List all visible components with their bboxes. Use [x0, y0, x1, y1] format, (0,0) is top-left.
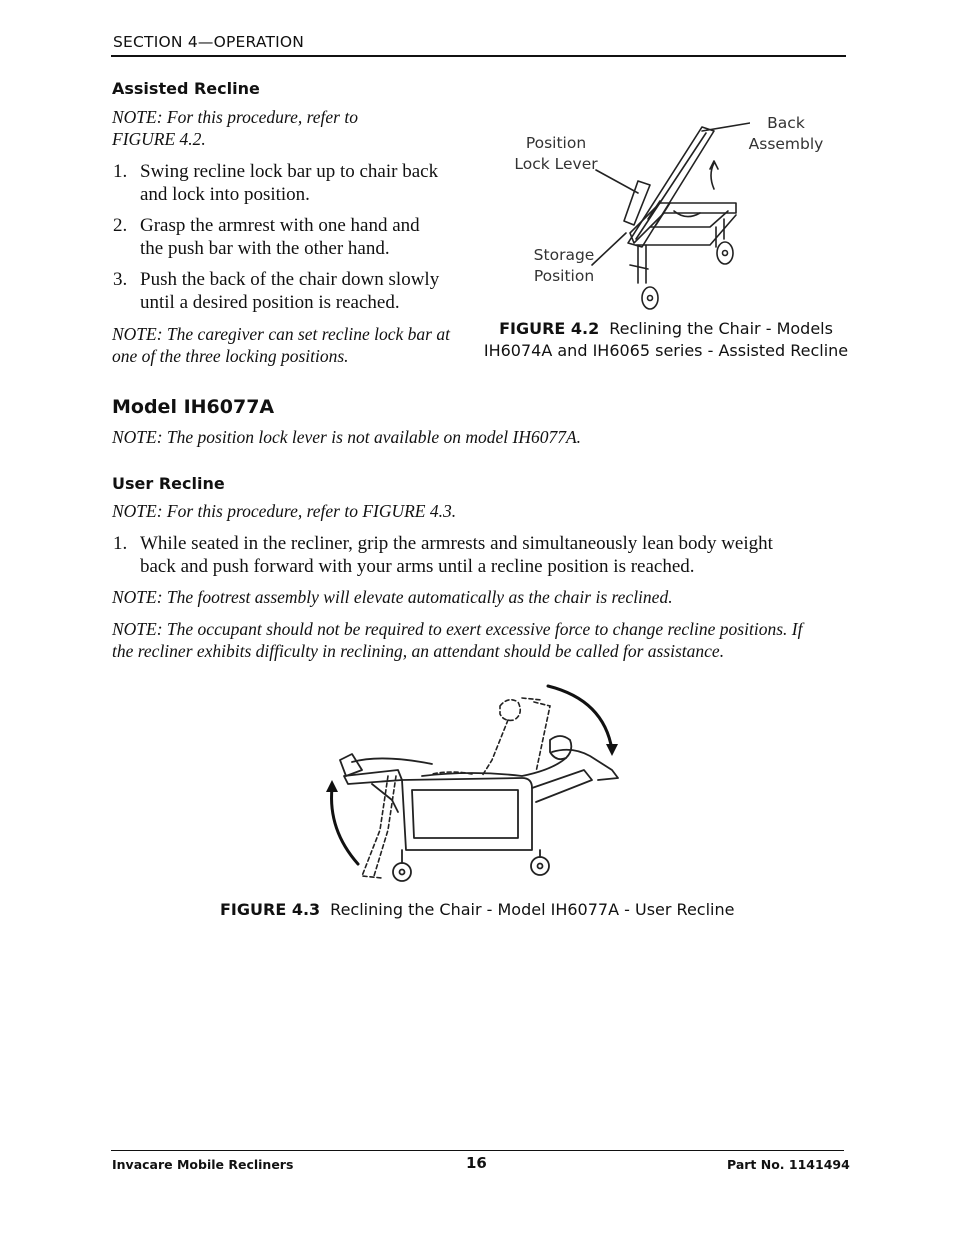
- head: [550, 736, 571, 759]
- headrest: [552, 750, 618, 780]
- note-caregiver-line1: NOTE: The caregiver can set recline lock bar at: [112, 324, 450, 344]
- note-occupant-line2: the recliner exhibits difficulty in reclining, an attendant should be called for assistance.: [112, 641, 725, 661]
- chair-base: [402, 778, 532, 850]
- upright-position-outline: [362, 698, 550, 878]
- label-back-assembly: [743, 113, 829, 155]
- arrow-head: [606, 744, 618, 756]
- header-rule: [111, 55, 846, 57]
- list-item: [113, 160, 473, 206]
- footrest: [344, 770, 402, 784]
- footer-right: Part No. 1141494: [727, 1157, 850, 1172]
- section-header: SECTION 4—OPERATION: [113, 33, 305, 51]
- caption-text: Reclining the Chair - Models: [609, 319, 833, 338]
- note-occupant-line1: NOTE: The occupant should not be required to exert excessive force to change recline positions. If: [112, 619, 803, 639]
- caption-text: Reclining the Chair - Model IH6077A - User Recline: [330, 900, 735, 919]
- list-item: [113, 268, 473, 314]
- reclined-back: [532, 770, 592, 802]
- figure-4-2-caption-line1: [480, 318, 852, 340]
- list-item: [113, 214, 473, 260]
- label-line: Lock Lever: [514, 155, 598, 173]
- label-line: Position: [525, 134, 587, 152]
- step-number: 1.: [113, 161, 128, 182]
- torso: [422, 758, 566, 776]
- step-number: 2.: [113, 215, 128, 236]
- note-position-lock-unavailable: NOTE: The position lock lever is not available on model IH6077A.: [112, 427, 582, 447]
- step-text-line2: and lock into position.: [140, 184, 310, 205]
- step-text-line2: the push bar with the other hand.: [140, 238, 390, 259]
- caster-wheel: [531, 857, 549, 875]
- leader-line: [592, 233, 626, 265]
- note-refer-figure-4-2-line2: FIGURE 4.2.: [112, 129, 206, 149]
- note-caregiver-line2: one of the three locking positions.: [112, 346, 349, 366]
- caster-wheel: [642, 287, 658, 309]
- foot: [340, 754, 362, 776]
- label-line: Back: [767, 114, 805, 132]
- caster-wheel: [393, 863, 411, 881]
- step-number: 3.: [113, 269, 128, 290]
- footer-left: Invacare Mobile Recliners: [112, 1157, 294, 1172]
- step-text-line1: While seated in the recliner, grip the armrests and simultaneously lean body weight: [140, 533, 773, 554]
- figure-4-2-caption: [480, 318, 852, 362]
- arrow-head: [326, 780, 338, 792]
- figure-4-2-number: FIGURE 4.2: [499, 319, 600, 338]
- label-line: Storage: [533, 246, 595, 264]
- step-text-line2: until a desired position is reached.: [140, 292, 400, 313]
- arrow-footrest: [332, 788, 358, 864]
- caster-wheel: [717, 242, 733, 264]
- figure-4-3-number: FIGURE 4.3: [220, 900, 321, 919]
- figure-4-2-caption-line2: IH6074A and IH6065 series - Assisted Recline: [483, 341, 849, 360]
- assisted-recline-heading: Assisted Recline: [112, 79, 260, 98]
- footer-rule: [111, 1150, 844, 1151]
- leader-line: [596, 170, 638, 193]
- front-leg: [638, 245, 646, 283]
- casters: [642, 242, 733, 309]
- arrow-recline: [548, 686, 612, 750]
- assisted-recline-chair-illustration: [590, 115, 750, 320]
- note-footrest: NOTE: The footrest assembly will elevate automatically as the chair is reclined.: [112, 587, 673, 607]
- step-number: 1.: [113, 533, 128, 554]
- page-number: 16: [466, 1154, 487, 1172]
- label-line: Assembly: [748, 135, 824, 153]
- note-refer-figure-4-2-line1: NOTE: For this procedure, refer to: [112, 107, 358, 127]
- label-line: Position: [533, 267, 595, 285]
- list-item: [113, 532, 843, 578]
- step-text-line1: Push the back of the chair down slowly: [140, 269, 440, 290]
- figure-4-3-caption: [220, 899, 734, 921]
- user-recline-heading: User Recline: [112, 474, 225, 493]
- model-heading: Model IH6077A: [112, 396, 275, 418]
- step-text-line2: back and push forward with your arms until a recline position is reached.: [140, 556, 695, 577]
- leg: [352, 758, 432, 764]
- step-text-line1: Grasp the armrest with one hand and: [140, 215, 420, 236]
- step-text-line1: Swing recline lock bar up to chair back: [140, 161, 439, 182]
- note-refer-figure-4-3: NOTE: For this procedure, refer to FIGURE 4.3.: [112, 501, 457, 521]
- user-recline-chair-illustration: [322, 680, 622, 890]
